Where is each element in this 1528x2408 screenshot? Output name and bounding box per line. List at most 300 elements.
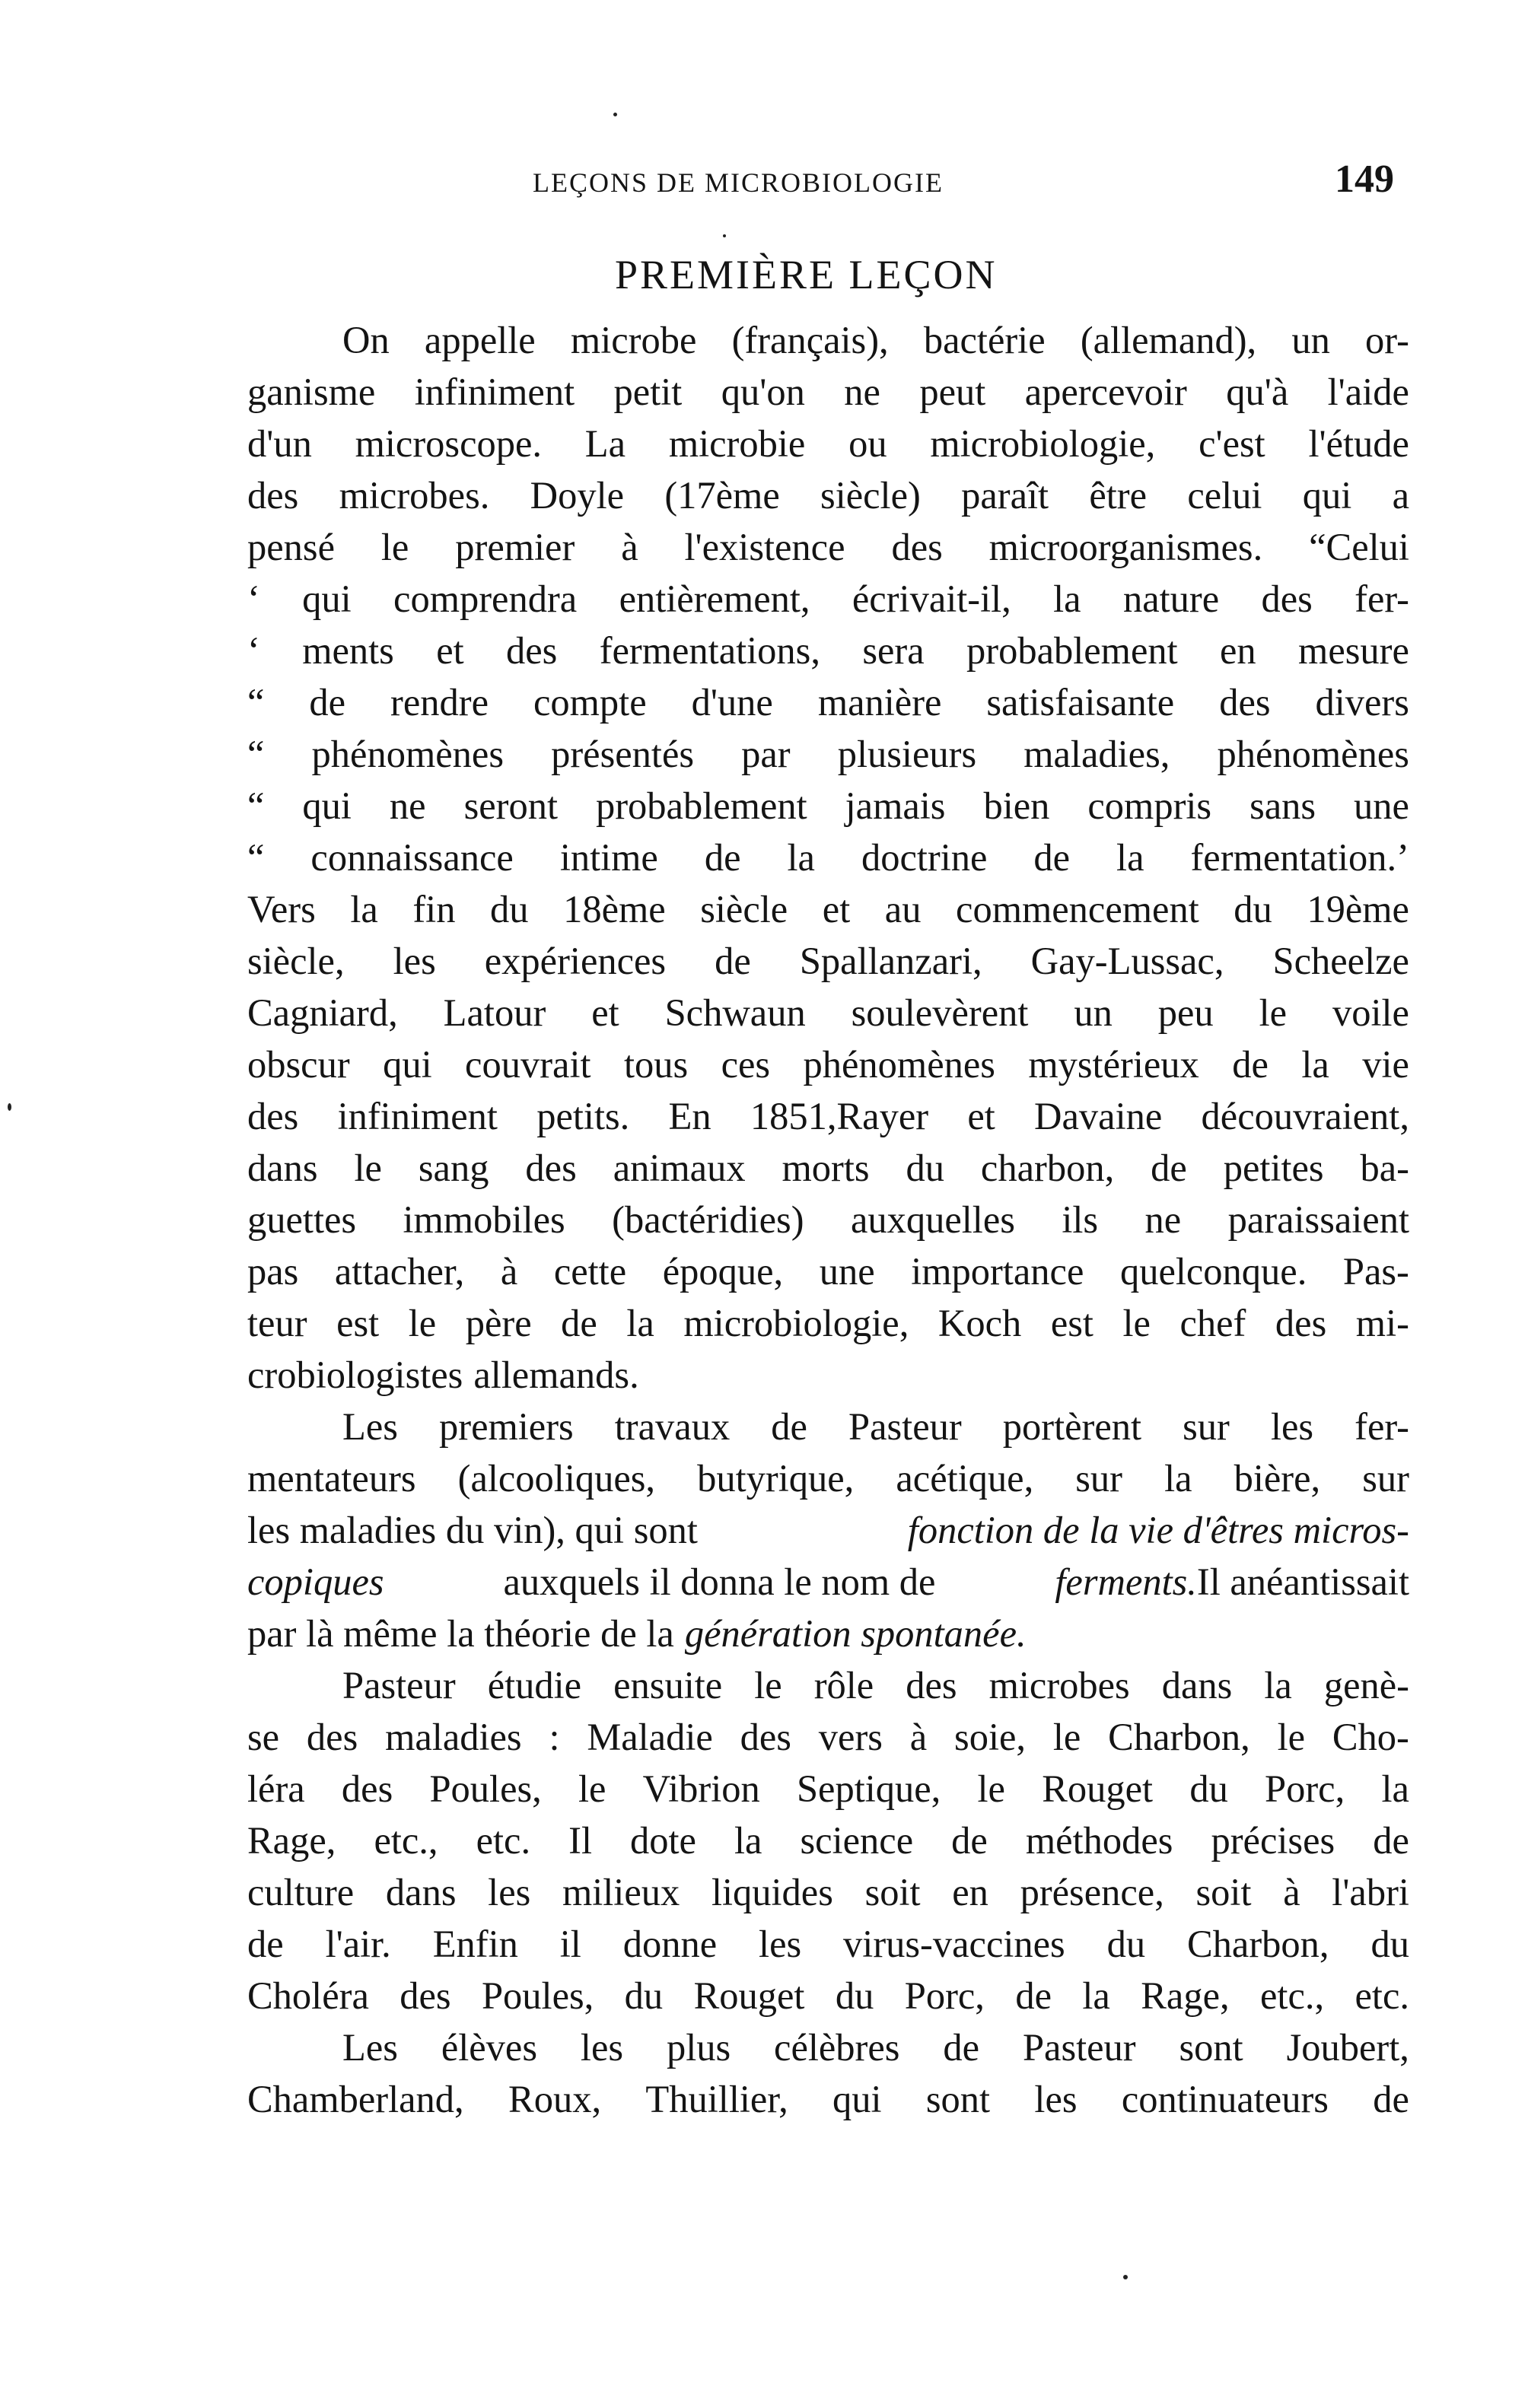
- word: bien: [983, 784, 1050, 827]
- word: des: [506, 629, 558, 672]
- word: le: [1259, 991, 1288, 1034]
- word: virus-vaccines: [843, 1923, 1065, 1965]
- word: Chamberland,: [247, 2078, 464, 2120]
- italic-run: ferments.: [1055, 1560, 1197, 1603]
- word: or-: [1365, 319, 1409, 361]
- word: ils: [1062, 1198, 1099, 1241]
- word: siècle): [820, 474, 921, 517]
- body-text: [247, 314, 1409, 2125]
- word: est: [1050, 1302, 1093, 1344]
- word: qui: [302, 784, 352, 827]
- word: ‘: [247, 577, 260, 620]
- word: la: [1082, 1974, 1110, 2017]
- word: siècle: [700, 888, 788, 930]
- word: sont: [925, 2078, 991, 2120]
- word: de: [309, 681, 346, 724]
- word: la: [734, 1819, 762, 1862]
- word: des: [247, 1095, 299, 1137]
- text-line: [247, 1608, 1409, 1659]
- italic-run: fonction de la vie d'êtres micros-: [907, 1509, 1409, 1551]
- word: (français),: [731, 319, 889, 361]
- text-line: [247, 935, 1409, 987]
- text-line: [247, 2022, 1409, 2073]
- word: qui: [383, 1043, 432, 1086]
- word: la: [1381, 1767, 1409, 1810]
- word: bière,: [1234, 1457, 1321, 1500]
- word: :: [549, 1716, 560, 1758]
- word: ensuite: [613, 1664, 723, 1707]
- word: Porc,: [1265, 1767, 1345, 1810]
- text-run: les maladies du vin), qui sont: [247, 1509, 698, 1551]
- word: ne: [1144, 1198, 1182, 1241]
- word: fer-: [1355, 577, 1409, 620]
- word: bactérie: [923, 319, 1046, 361]
- word: les: [580, 2026, 624, 2069]
- word: morts: [782, 1147, 870, 1189]
- text-line: [247, 1090, 1409, 1142]
- word: compris: [1087, 784, 1212, 827]
- word: tous: [623, 1043, 689, 1086]
- word: par: [741, 733, 791, 775]
- word: de: [1151, 1147, 1187, 1189]
- word: guettes: [247, 1198, 357, 1241]
- word: des: [306, 1716, 358, 1758]
- text-run: Il anéantissait: [1196, 1560, 1409, 1603]
- word: Joubert,: [1286, 2026, 1409, 2069]
- word: sans: [1249, 784, 1316, 827]
- word: des: [247, 474, 299, 517]
- word: microscope.: [355, 422, 543, 465]
- word: etc.,: [1260, 1974, 1325, 2017]
- word: connaissance: [310, 836, 514, 879]
- word: microbes: [988, 1664, 1130, 1707]
- text-line: [247, 780, 1409, 832]
- word: comprendra: [393, 577, 578, 620]
- word: du: [624, 1974, 664, 2017]
- word: de: [561, 1302, 597, 1344]
- word: père: [465, 1302, 532, 1344]
- word: fermentations,: [599, 629, 820, 672]
- word: précises: [1211, 1819, 1335, 1862]
- word: des: [906, 1664, 957, 1707]
- word: méthodes: [1025, 1819, 1173, 1862]
- word: ne: [389, 784, 426, 827]
- word: continuateurs: [1121, 2078, 1329, 2120]
- text-line: [247, 1918, 1409, 1970]
- word: Les: [342, 2026, 398, 2069]
- word: “: [247, 733, 265, 775]
- word: mesure: [1298, 629, 1409, 672]
- word: seront: [463, 784, 558, 827]
- word: la: [787, 836, 815, 879]
- word: un: [1291, 319, 1330, 361]
- text-line: [247, 366, 1409, 418]
- word: à: [909, 1716, 928, 1758]
- word: vers: [818, 1716, 883, 1758]
- text-line: [247, 883, 1409, 935]
- word: expériences: [484, 940, 667, 982]
- word: celui: [1187, 474, 1262, 517]
- word: Doyle: [530, 474, 625, 517]
- word: (17ème: [664, 474, 780, 517]
- word: à: [1283, 1871, 1300, 1913]
- word: liquides: [711, 1871, 833, 1913]
- word: dote: [630, 1819, 696, 1862]
- word: Pasteur: [342, 1664, 456, 1707]
- word: une: [1354, 784, 1409, 827]
- word: ba-: [1360, 1147, 1409, 1189]
- word: paraît: [961, 474, 1049, 517]
- word: nature: [1122, 577, 1220, 620]
- word: siècle,: [247, 940, 345, 982]
- word: Pasteur: [848, 1405, 962, 1448]
- word: infiniment: [337, 1095, 498, 1137]
- word: des: [1219, 681, 1271, 724]
- word: être: [1089, 474, 1148, 517]
- word: Charbon,: [1108, 1716, 1250, 1758]
- word: fer-: [1355, 1405, 1409, 1448]
- word: voile: [1332, 991, 1409, 1034]
- running-title: LEÇONS DE MICROBIOLOGIE: [533, 167, 944, 198]
- word: “Celui: [1309, 526, 1409, 568]
- text-line: [247, 625, 1409, 676]
- text-line: [247, 1401, 1409, 1452]
- word: un: [1074, 991, 1113, 1034]
- word: soulevèrent: [851, 991, 1029, 1034]
- word: le: [754, 1664, 782, 1707]
- text-line: [247, 1504, 1409, 1556]
- word: dans: [385, 1871, 457, 1913]
- word: Il: [568, 1819, 592, 1862]
- text-line: [247, 1142, 1409, 1194]
- word: cette: [553, 1250, 627, 1293]
- word: a: [1392, 474, 1409, 517]
- word: soie,: [954, 1716, 1027, 1758]
- word: Septique,: [796, 1767, 941, 1810]
- word: des: [1275, 1302, 1327, 1344]
- word: microbiologie,: [930, 422, 1156, 465]
- text-line: [247, 676, 1409, 728]
- word: etc.: [1355, 1974, 1409, 2017]
- word: qu'on: [721, 371, 805, 413]
- word: le: [408, 1302, 437, 1344]
- word: On: [342, 319, 390, 361]
- word: science: [800, 1819, 914, 1862]
- word: Les: [342, 1405, 398, 1448]
- word: premiers: [439, 1405, 574, 1448]
- ink-speck: [723, 234, 726, 237]
- word: mentateurs: [247, 1457, 416, 1500]
- chapter-title: PREMIÈRE LEÇON: [615, 252, 998, 297]
- word: sur: [1362, 1457, 1409, 1500]
- word: sur: [1183, 1405, 1230, 1448]
- word: des: [525, 1147, 577, 1189]
- text-line: [247, 832, 1409, 883]
- text-line: [247, 1297, 1409, 1349]
- word: attacher,: [334, 1250, 465, 1293]
- word: Poules,: [481, 1974, 594, 2017]
- word: Enfin: [432, 1923, 518, 1965]
- word: dans: [1161, 1664, 1233, 1707]
- word: petites: [1223, 1147, 1324, 1189]
- word: Scheelze: [1272, 940, 1409, 982]
- word: “: [247, 681, 265, 724]
- text-run: auxquels il donna le nom de: [503, 1560, 936, 1603]
- word: Vibrion: [642, 1767, 760, 1810]
- word: du: [490, 888, 529, 930]
- word: célèbres: [774, 2026, 900, 2069]
- text-run: par là même la théorie de la: [247, 1612, 674, 1655]
- word: du: [1370, 1923, 1409, 1965]
- word: apercevoir: [1024, 371, 1187, 413]
- word: le: [1277, 1716, 1306, 1758]
- word: probablement: [966, 629, 1178, 672]
- word: compte: [533, 681, 647, 724]
- word: Thuillier,: [645, 2078, 788, 2120]
- word: Davaine: [1034, 1095, 1163, 1137]
- word: vie: [1362, 1043, 1409, 1086]
- word: de: [951, 1819, 988, 1862]
- text-line: [247, 1815, 1409, 1866]
- word: le: [977, 1767, 1005, 1810]
- word: probablement: [595, 784, 807, 827]
- word: étudie: [487, 1664, 582, 1707]
- text-line: [247, 1711, 1409, 1763]
- word: infiniment: [414, 371, 575, 413]
- word: Gay-Lussac,: [1030, 940, 1224, 982]
- word: milieux: [562, 1871, 680, 1913]
- word: de: [1373, 1819, 1409, 1862]
- word: de: [1232, 1043, 1269, 1086]
- word: auxquelles: [850, 1198, 1015, 1241]
- word: etc.: [476, 1819, 531, 1862]
- word: et: [591, 991, 619, 1034]
- word: commencement: [956, 888, 1199, 930]
- word: le: [1052, 1716, 1081, 1758]
- word: la: [1264, 1664, 1292, 1707]
- word: microbes.: [339, 474, 490, 517]
- word: crobiologistes: [247, 1354, 463, 1396]
- word: Spallanzari,: [799, 940, 982, 982]
- word: maladies: [385, 1716, 522, 1758]
- word: 18ème: [563, 888, 666, 930]
- word: phénomènes: [311, 733, 504, 775]
- word: l'étude: [1308, 422, 1409, 465]
- word: du: [1106, 1923, 1146, 1965]
- word: les: [393, 940, 436, 982]
- word: rendre: [390, 681, 489, 724]
- word: et: [822, 888, 851, 930]
- word: Koch: [937, 1302, 1022, 1344]
- word: satisfaisante: [986, 681, 1175, 724]
- ink-speck: [8, 1103, 11, 1111]
- word: (alcooliques,: [457, 1457, 656, 1500]
- text-line: [247, 1245, 1409, 1297]
- word: des: [400, 1974, 451, 2017]
- text-line: [247, 1866, 1409, 1918]
- text-line: [247, 573, 1409, 625]
- word: du: [1189, 1767, 1228, 1810]
- word: En: [668, 1095, 711, 1137]
- word: plusieurs: [837, 733, 977, 775]
- word: fin: [412, 888, 456, 930]
- word: ne: [844, 371, 880, 413]
- word: de: [1373, 2078, 1409, 2120]
- word: animaux: [613, 1147, 746, 1189]
- word: les: [488, 1871, 531, 1913]
- word: d'une: [691, 681, 773, 724]
- word: “: [247, 784, 265, 827]
- word: du: [1234, 888, 1272, 930]
- word: Rouget: [1042, 1767, 1154, 1810]
- word: se: [247, 1716, 280, 1758]
- word: d'un: [247, 422, 312, 465]
- text-line: [247, 314, 1409, 366]
- word: rôle: [813, 1664, 874, 1707]
- word: culture: [247, 1871, 355, 1913]
- word: divers: [1315, 681, 1409, 724]
- word: l'abri: [1332, 1871, 1409, 1913]
- word: de: [704, 836, 741, 879]
- word: petits.: [536, 1095, 630, 1137]
- word: Cho-: [1332, 1716, 1409, 1758]
- word: “: [247, 836, 265, 879]
- word: manière: [817, 681, 942, 724]
- word: Charbon,: [1187, 1923, 1329, 1965]
- ink-speck: [613, 113, 617, 116]
- word: la: [1053, 577, 1081, 620]
- word: est: [336, 1302, 380, 1344]
- word: de: [771, 1405, 807, 1448]
- word: sont: [1179, 2026, 1243, 2069]
- word: phénomènes: [1217, 733, 1409, 775]
- word: microbie: [668, 422, 806, 465]
- word: présence,: [1020, 1871, 1164, 1913]
- word: une: [819, 1250, 875, 1293]
- word: qui: [832, 2078, 882, 2120]
- word: premier: [455, 526, 575, 568]
- word: genè-: [1323, 1664, 1409, 1707]
- word: époque,: [662, 1250, 784, 1293]
- word: ces: [721, 1043, 771, 1086]
- word: maladies,: [1023, 733, 1170, 775]
- word: plus: [666, 2026, 731, 2069]
- word: acétique,: [896, 1457, 1034, 1500]
- word: Rage,: [1141, 1974, 1230, 2017]
- word: des: [341, 1767, 393, 1810]
- word: La: [584, 422, 626, 465]
- word: qui: [1302, 474, 1352, 517]
- word: petit: [613, 371, 683, 413]
- word: de: [1015, 1974, 1052, 2017]
- word: soit: [1195, 1871, 1252, 1913]
- word: il: [559, 1923, 581, 1965]
- word: la: [1301, 1043, 1329, 1086]
- page-number: 149: [1335, 157, 1394, 201]
- word: Rage,: [247, 1819, 336, 1862]
- text-line: [247, 1659, 1409, 1711]
- word: jamais: [845, 784, 946, 827]
- word: chef: [1179, 1302, 1246, 1344]
- word: importance: [911, 1250, 1084, 1293]
- word: Cagniard,: [247, 991, 398, 1034]
- word: peut: [919, 371, 986, 413]
- word: ments: [302, 629, 394, 672]
- word: (bactéridies): [612, 1198, 804, 1241]
- word: paraissaient: [1227, 1198, 1409, 1241]
- word: immobiles: [403, 1198, 565, 1241]
- word: phénomènes: [803, 1043, 995, 1086]
- word: le: [1122, 1302, 1151, 1344]
- word: mi-: [1355, 1302, 1409, 1344]
- word: fermentation.’: [1190, 836, 1409, 879]
- word: pensé: [247, 526, 335, 568]
- word: charbon,: [980, 1147, 1115, 1189]
- word: de: [1033, 836, 1071, 879]
- word: qui: [302, 577, 352, 620]
- word: 19ème: [1307, 888, 1409, 930]
- word: le: [578, 1767, 606, 1810]
- word: butyrique,: [697, 1457, 855, 1500]
- word: intime: [559, 836, 658, 879]
- word: écrivait-il,: [852, 577, 1011, 620]
- word: microbiologie,: [683, 1302, 909, 1344]
- word: des: [891, 526, 943, 568]
- word: Poules,: [429, 1767, 542, 1810]
- word: élèves: [441, 2026, 538, 2069]
- word: microorganismes.: [988, 526, 1263, 568]
- word: Latour: [443, 991, 546, 1034]
- text-line: [247, 521, 1409, 573]
- word: et: [436, 629, 464, 672]
- word: couvrait: [465, 1043, 591, 1086]
- word: Porc,: [904, 1974, 985, 2017]
- word: pas: [247, 1250, 299, 1293]
- text-line: [247, 728, 1409, 780]
- word: l'air.: [325, 1923, 391, 1965]
- word: sur: [1075, 1457, 1122, 1500]
- text-line: [247, 1349, 1409, 1401]
- word: dans: [247, 1147, 318, 1189]
- word: qu'à: [1226, 371, 1289, 413]
- text-line: [247, 2073, 1409, 2125]
- word: entièrement,: [619, 577, 810, 620]
- word: c'est: [1199, 422, 1265, 465]
- word: des: [740, 1716, 791, 1758]
- word: à: [621, 526, 638, 568]
- word: etc.,: [374, 1819, 438, 1862]
- word: allemands.: [473, 1354, 639, 1396]
- word: doctrine: [861, 836, 988, 879]
- text-line: [247, 1452, 1409, 1504]
- word: obscur: [247, 1043, 350, 1086]
- word: sang: [418, 1147, 489, 1189]
- word: donne: [622, 1923, 718, 1965]
- word: la: [1116, 836, 1144, 879]
- word: découvraient,: [1201, 1095, 1409, 1137]
- word: présentés: [551, 733, 695, 775]
- word: et: [967, 1095, 995, 1137]
- word: mystérieux: [1028, 1043, 1199, 1086]
- word: Maladie: [587, 1716, 713, 1758]
- word: en: [952, 1871, 988, 1913]
- word: ganisme: [247, 371, 376, 413]
- word: ‘: [247, 629, 260, 672]
- italic-run: génération spontanée.: [684, 1612, 1027, 1655]
- word: Schwaun: [664, 991, 806, 1034]
- word: léra: [247, 1767, 305, 1810]
- word: ou: [848, 422, 887, 465]
